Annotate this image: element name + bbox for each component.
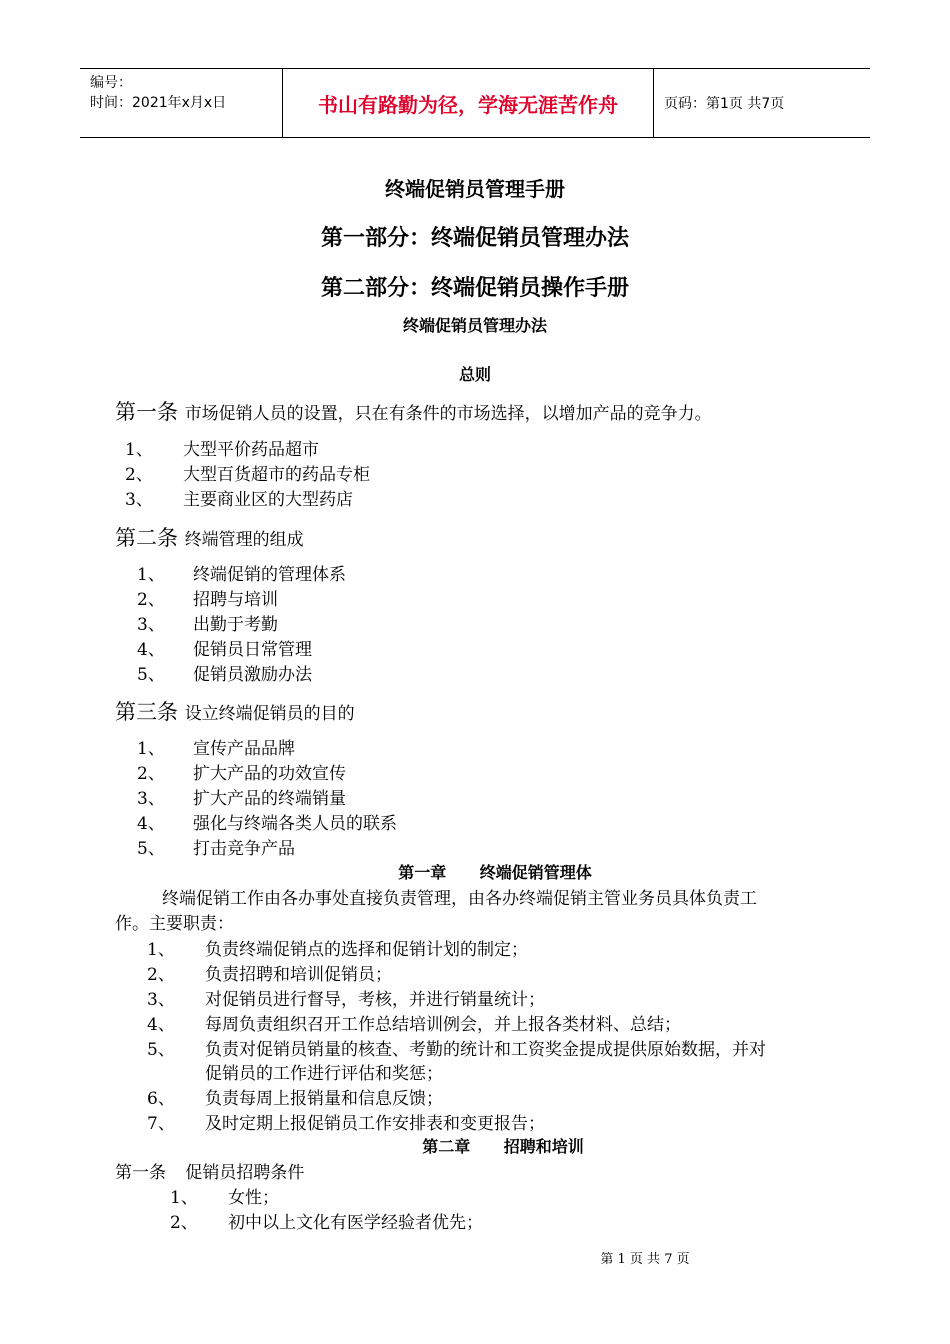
page-header — [80, 68, 870, 138]
page-footer: 第 1 页 共 7 页 — [600, 1252, 690, 1267]
list-item: 5、 促销员激励办法 — [137, 665, 312, 685]
list-item: 1、 大型平价药品超市 — [125, 440, 319, 460]
part2-title: 第二部分：终端促销员操作手册 — [320, 276, 629, 301]
article-text: 设立终端促销员的目的 — [184, 704, 355, 724]
header-page-info: 页码：第1页 共7页 — [664, 96, 785, 112]
article-2 — [115, 522, 304, 552]
article-3 — [115, 696, 355, 726]
list-item: 7、 及时定期上报促销员工作安排表和变更报告； — [147, 1114, 545, 1134]
article-text: 终端管理的组成 — [184, 530, 304, 550]
article-label: 第三条 — [115, 700, 178, 724]
list-item: 4、 每周负责组织召开工作总结培训例会，并上报各类材料、总结； — [147, 1015, 681, 1035]
list-item: 3、 主要商业区的大型药店 — [125, 490, 353, 510]
article-1 — [115, 396, 712, 426]
list-item: 3、 扩大产品的终端销量 — [137, 789, 346, 809]
list-item: 3、 出勤于考勤 — [137, 615, 278, 635]
list-item: 6、 负责每周上报销量和信息反馈； — [147, 1089, 443, 1109]
list-item: 2、 负责招聘和培训促销员； — [147, 965, 392, 985]
chapter-1-paragraph-line2: 作。主要职责： — [115, 914, 234, 934]
list-item: 1、 女性； — [170, 1188, 279, 1208]
list-item: 4、 强化与终端各类人员的联系 — [137, 814, 397, 834]
article-label: 第二条 — [115, 526, 178, 550]
header-meta — [80, 69, 282, 137]
time-label: 时间：2021年x月x日 — [90, 95, 227, 111]
list-item: 2、 扩大产品的功效宣传 — [137, 764, 346, 784]
list-item: 2、 招聘与培训 — [137, 590, 278, 610]
chapter-1-paragraph-line1: 终端促销工作由各办事处直接负责管理，由各办终端促销主管业务员具体负责工 — [162, 889, 757, 909]
main-title: 终端促销员管理手册 — [385, 177, 565, 201]
chapter-1-title: 第一章 终端促销管理体 — [398, 863, 592, 882]
list-item: 5、 负责对促销员销量的核查、考勤的统计和工资奖金提成提供原始数据，并对 — [147, 1040, 766, 1060]
article-label: 第一条 — [115, 400, 178, 424]
part1-title: 第一部分：终端促销员管理办法 — [320, 226, 629, 251]
list-item-continuation: 促销员的工作进行评估和奖惩； — [205, 1064, 443, 1084]
article-text: 促销员招聘条件 — [185, 1163, 305, 1183]
general-heading: 总则 — [458, 365, 491, 384]
article-text: 市场促销人员的设置，只在有条件的市场选择，以增加产品的竞争力。 — [184, 404, 712, 424]
article-label: 第一条 — [115, 1163, 166, 1183]
list-item: 1、 宣传产品品牌 — [137, 739, 295, 759]
list-item: 1、 负责终端促销点的选择和促销计划的制定； — [147, 940, 528, 960]
list-item: 3、 对促销员进行督导，考核，并进行销量统计； — [147, 990, 545, 1010]
list-item: 4、 促销员日常管理 — [137, 640, 312, 660]
chapter-2-title: 第二章 招聘和培训 — [422, 1137, 584, 1156]
list-item: 1、 终端促销的管理体系 — [137, 565, 346, 585]
subtitle: 终端促销员管理办法 — [402, 316, 547, 335]
number-label: 编号： — [90, 75, 132, 91]
list-item: 2、 初中以上文化有医学经验者优先； — [170, 1213, 483, 1233]
header-motto: 书山有路勤为径，学海无涯苦作舟 — [282, 69, 654, 137]
chapter-2-article-1 — [115, 1158, 304, 1183]
list-item: 5、 打击竞争产品 — [137, 839, 295, 859]
list-item: 2、 大型百货超市的药品专柜 — [125, 465, 370, 485]
